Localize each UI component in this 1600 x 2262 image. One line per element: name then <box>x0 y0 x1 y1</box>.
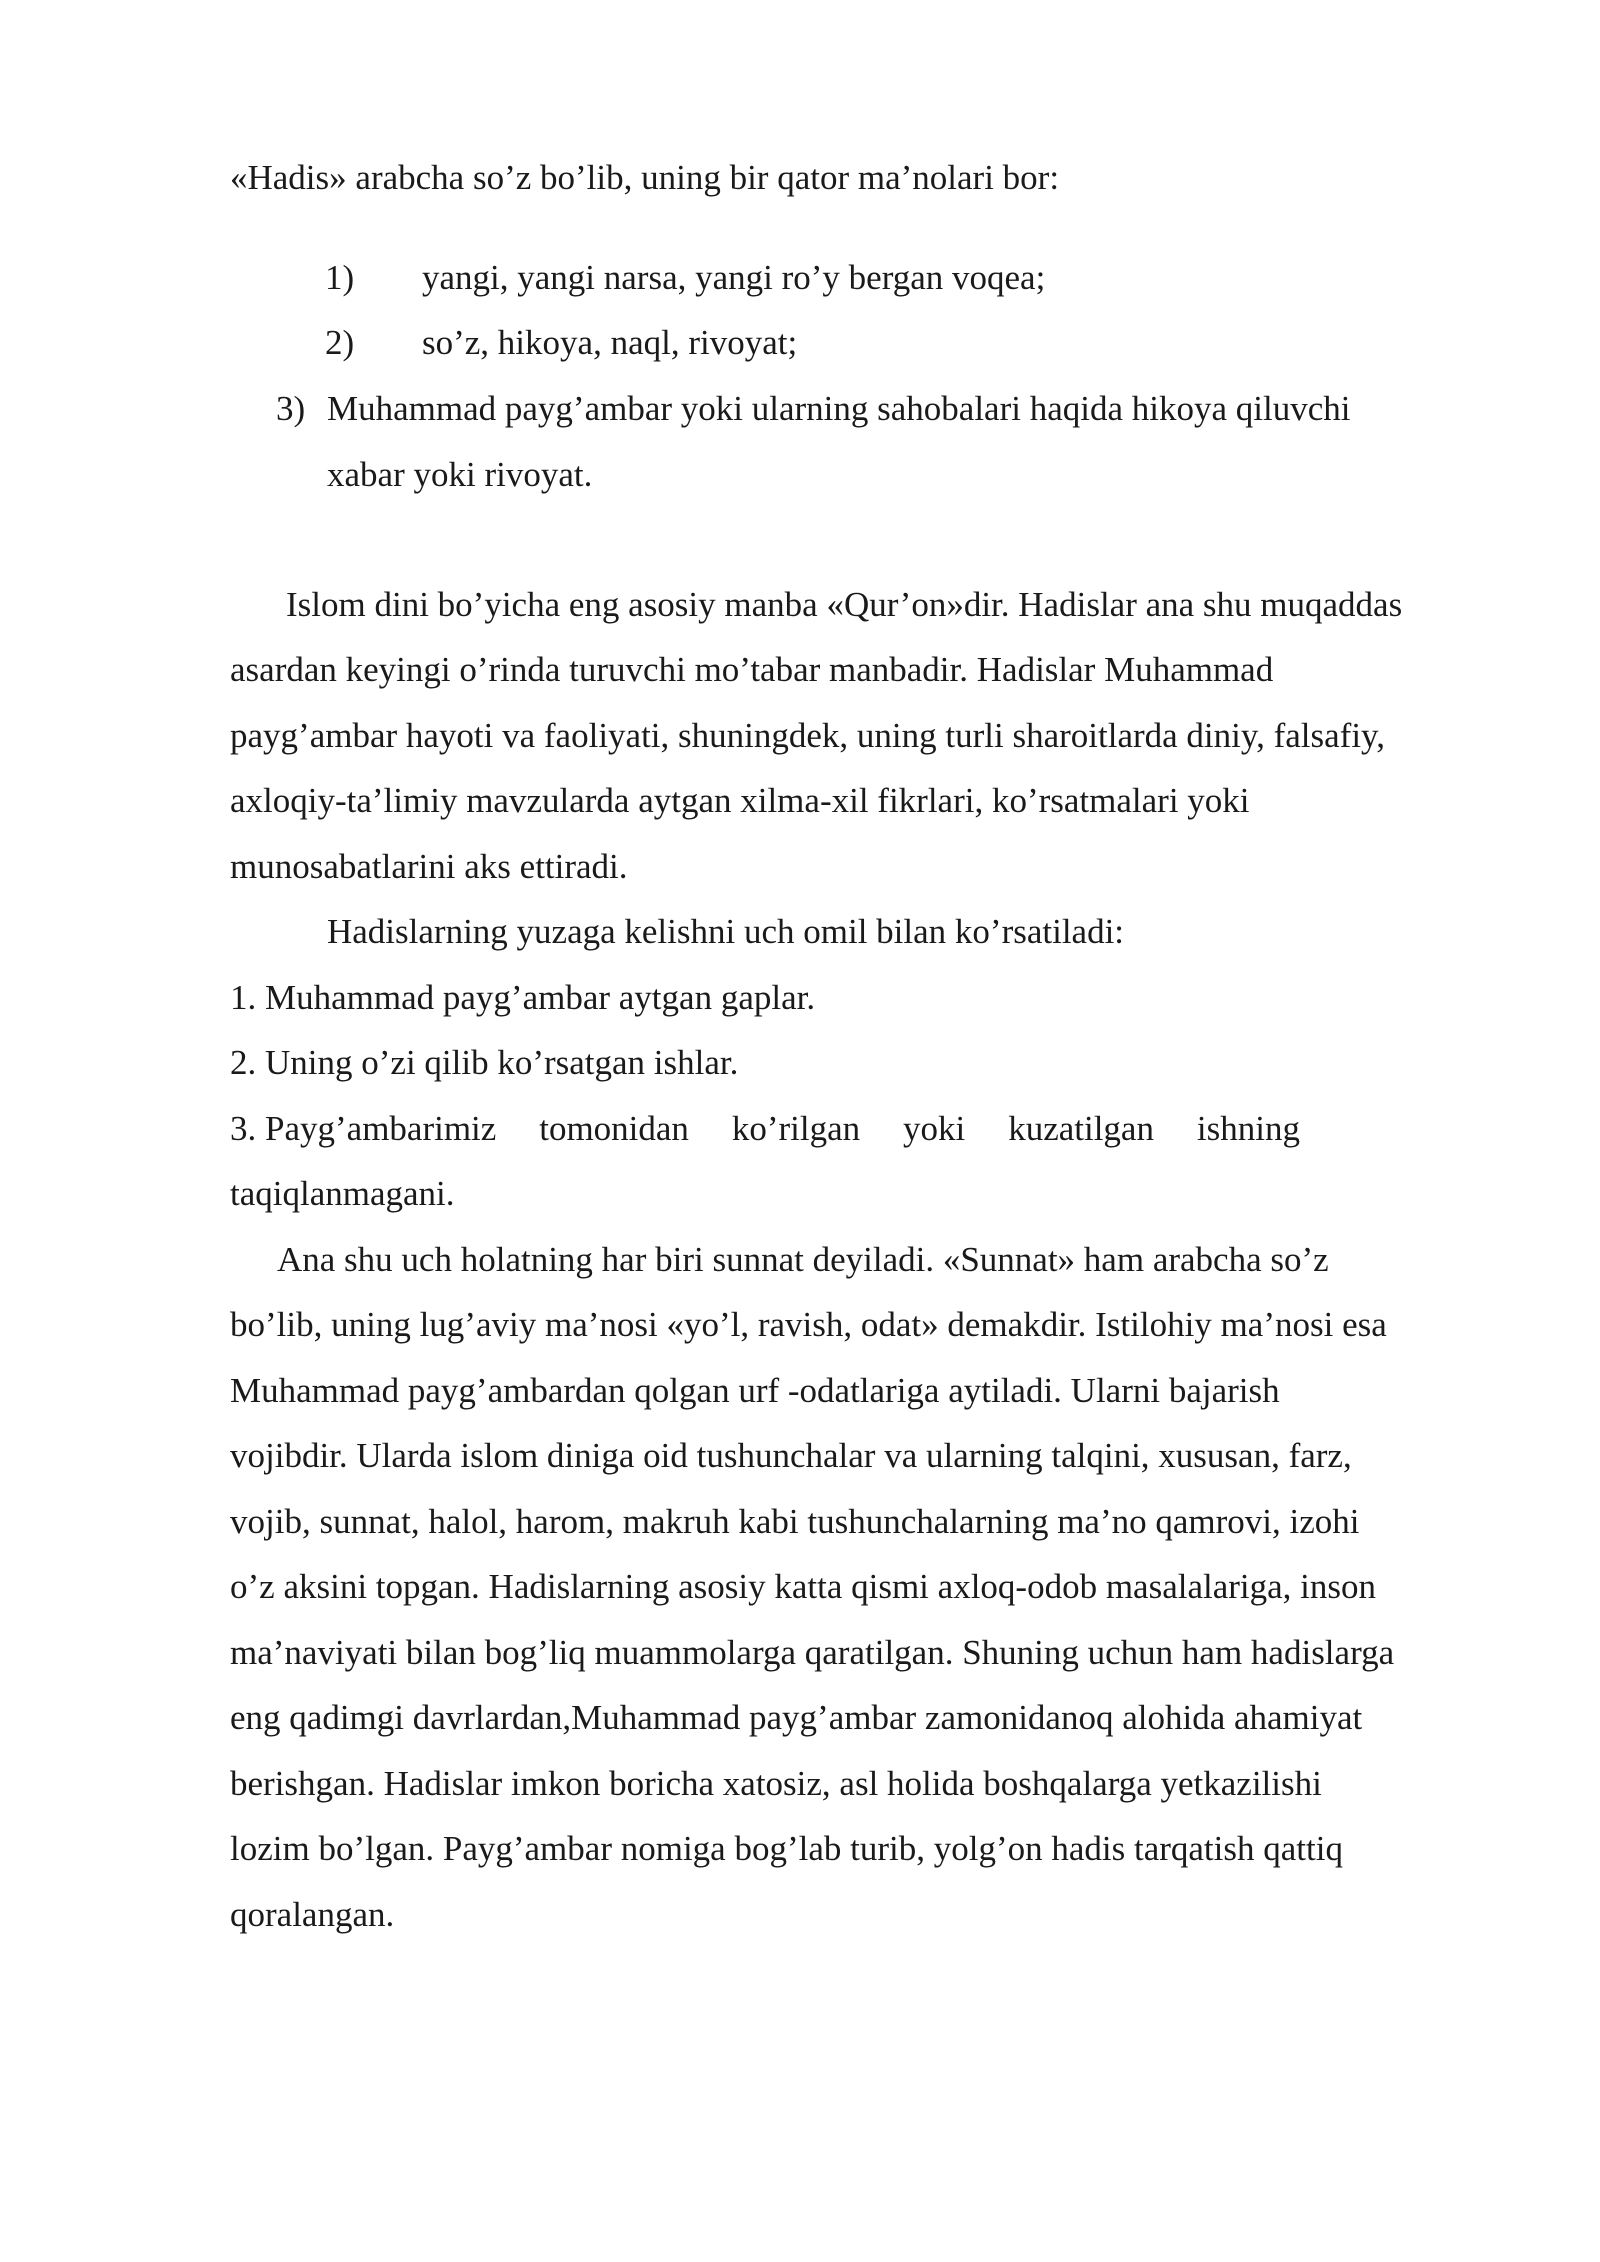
paragraph-line: vojibdir. Ularda islom diniga oid tushunchalar va ularning talqini, xususan, farz, <box>230 1436 1352 1475</box>
factor-word: ishning <box>1196 1109 1300 1148</box>
list-item-text-continuation: xabar yoki rivoyat. <box>327 455 593 494</box>
factor-item: 2. Uning o’zi qilib ko’rsatgan ishlar. <box>230 1043 739 1082</box>
list-item-number: 1) <box>325 258 355 297</box>
list-item-number: 3) <box>276 389 306 428</box>
factor-item: 1. Muhammad payg’ambar aytgan gaplar. <box>230 978 816 1017</box>
list-item-number: 2) <box>325 323 355 362</box>
factor-item-justified <box>230 1107 1300 1151</box>
paragraph-line: Muhammad payg’ambardan qolgan urf -odatlariga aytiladi. Ularni bajarish <box>230 1371 1280 1410</box>
paragraph-line: qoralangan. <box>230 1895 395 1934</box>
factor-item-continuation: taqiqlanmagani. <box>230 1174 455 1213</box>
paragraph-line: o’z aksini topgan. Hadislarning asosiy katta qismi axloq-odob masalalariga, inson <box>230 1567 1377 1606</box>
paragraph-line: Ana shu uch holatning har biri sunnat deyiladi. «Sunnat» ham arabcha so’z <box>277 1240 1329 1279</box>
intro-line: «Hadis» arabcha so’z bo’lib, uning bir qator ma’nolari bor: <box>230 158 1060 197</box>
factor-word: ko’rilgan <box>731 1109 861 1148</box>
paragraph-line: ma’naviyati bilan bog’liq muammolarga qaratilgan. Shuning uchun ham hadislarga <box>230 1633 1395 1672</box>
factors-intro: Hadislarning yuzaga kelishni uch omil bilan ko’rsatiladi: <box>327 912 1125 951</box>
paragraph-line: lozim bo’lgan. Payg’ambar nomiga bog’lab turib, yolg’on hadis tarqatish qattiq <box>230 1829 1343 1868</box>
factor-word: 3. Payg’ambarimiz <box>230 1109 497 1148</box>
paragraph-line: asardan keyingi o’rinda turuvchi mo’tabar manbadir. Hadislar Muhammad <box>230 650 1274 689</box>
paragraph-line: bo’lib, uning lug’aviy ma’nosi «yo’l, ravish, odat» demakdir. Istilohiy ma’nosi esa <box>230 1305 1387 1344</box>
paragraph-line: eng qadimgi davrlardan,Muhammad payg’ambar zamonidanoq alohida ahamiyat <box>230 1698 1363 1737</box>
list-item-text: yangi, yangi narsa, yangi ro’y bergan voqea; <box>422 258 1046 297</box>
paragraph-line: munosabatlarini aks ettiradi. <box>230 847 628 886</box>
factor-word: yoki <box>903 1109 966 1148</box>
list-item-text: Muhammad payg’ambar yoki ularning sahobalari haqida hikoya qiluvchi <box>327 389 1351 428</box>
factor-word: kuzatilgan <box>1008 1109 1154 1148</box>
paragraph-line: berishgan. Hadislar imkon boricha xatosiz, asl holida boshqalarga yetkazilishi <box>230 1764 1322 1803</box>
list-item-text: so’z, hikoya, naql, rivoyat; <box>422 323 798 362</box>
paragraph-line: axloqiy-ta’limiy mavzularda aytgan xilma-xil fikrlari, ko’rsatmalari yoki <box>230 781 1250 820</box>
paragraph-line: payg’ambar hayoti va faoliyati, shuningdek, uning turli sharoitlarda diniy, falsafiy, <box>230 716 1386 755</box>
paragraph-line: vojib, sunnat, halol, harom, makruh kabi tushunchalarning ma’no qamrovi, izohi <box>230 1502 1360 1541</box>
factor-word: tomonidan <box>539 1109 689 1148</box>
paragraph-line: Islom dini bo’yicha eng asosiy manba «Qur’on»dir. Hadislar ana shu muqaddas <box>286 585 1403 624</box>
